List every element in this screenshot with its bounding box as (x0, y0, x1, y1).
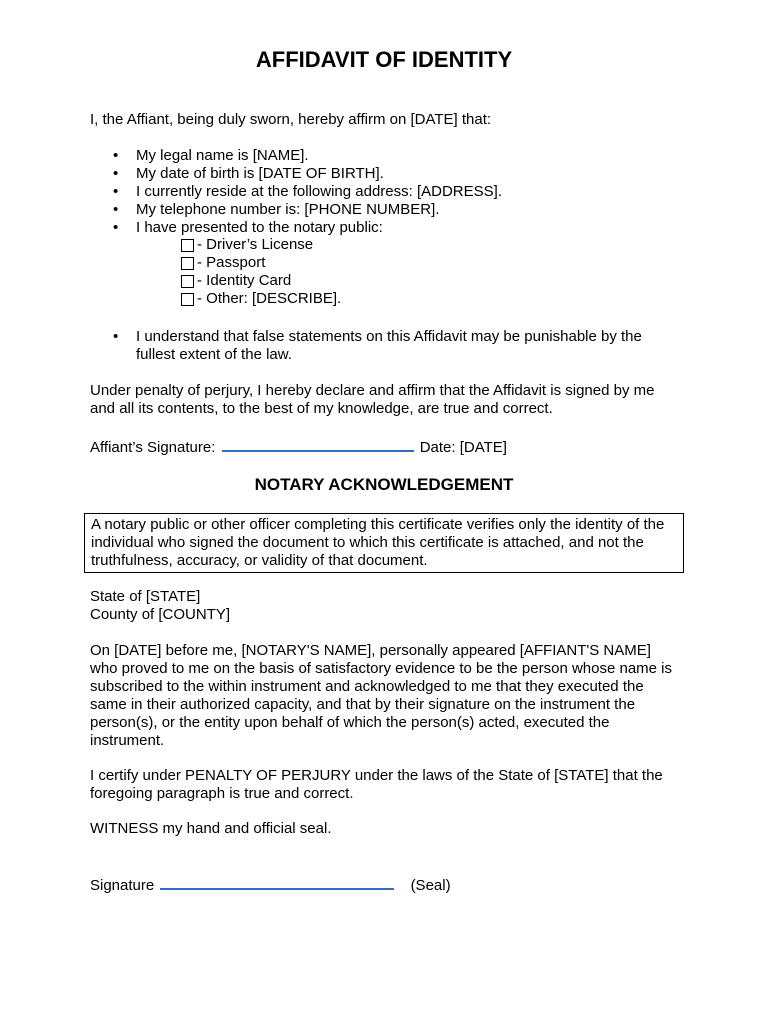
id-option-drivers-license[interactable] (181, 236, 341, 254)
venue-block (90, 588, 690, 624)
list-item (113, 201, 673, 219)
address-statement: I currently reside at the following address: [ADDRESS]. (136, 183, 502, 200)
list-item (113, 165, 673, 183)
affiant-signature-label: Affiant’s Signature: (90, 439, 216, 456)
perjury-paragraph: Under penalty of perjury, I hereby declare and affirm that the Affidavit is signed by me and all its contents, to the best of my knowledge, are true and correct. (90, 382, 655, 417)
affiant-signature-line[interactable] (222, 436, 414, 452)
drivers-license-label: - Driver’s License (197, 236, 314, 253)
id-options-checklist (181, 236, 341, 308)
id-option-identity-card[interactable] (181, 272, 341, 290)
presented-id-statement: I have presented to the notary public: (136, 219, 383, 236)
passport-label: - Passport (197, 254, 266, 271)
other-label: - Other: [DESCRIBE]. (197, 290, 342, 307)
id-option-other[interactable] (181, 290, 341, 308)
bullet-glyph: • (113, 183, 119, 200)
notary-signature-line[interactable] (160, 874, 394, 890)
intro-paragraph: I, the Affiant, being duly sworn, hereby affirm on [DATE] that: (90, 111, 492, 128)
passport-checkbox[interactable] (181, 257, 194, 270)
legal-name-statement: My legal name is [NAME]. (136, 147, 309, 164)
list-item (113, 328, 648, 364)
list-item (113, 147, 673, 165)
notary-acknowledgement-paragraph: On [DATE] before me, [NOTARY'S NAME], personally appeared [AFFIANT'S NAME] who proved to me on the basis of satisfactory evidence to be the person whose name is subscribed to the within instrument and acknowledged to me that they executed the same in their authorized capacity, and that by their signature on the instrument the person(s), or the entity upon behalf of which the person(s) acted, executed the instrument. (90, 642, 672, 749)
notary-notice-box: A notary public or other officer completing this certificate verifies only the identity of the individual who signed the document to which this certificate is attached, and not the truthfulness, accuracy, or validity of that document. (84, 513, 684, 573)
state-line: State of [STATE] (90, 588, 201, 605)
affirmation-list (113, 147, 673, 237)
bullet-glyph: • (113, 201, 119, 218)
bullet-glyph: • (113, 165, 119, 182)
seal-label: (Seal) (410, 877, 451, 894)
date-label: Date: [DATE] (419, 439, 507, 456)
notary-signature-row (90, 874, 451, 895)
other-checkbox[interactable] (181, 293, 194, 306)
list-item (113, 219, 673, 237)
bullet-glyph: • (113, 219, 119, 236)
signature-label: Signature (90, 877, 155, 894)
telephone-statement: My telephone number is: [PHONE NUMBER]. (136, 201, 440, 218)
affiant-signature-row (90, 436, 507, 457)
notary-section-title: NOTARY ACKNOWLEDGEMENT (254, 475, 514, 494)
date-of-birth-statement: My date of birth is [DATE OF BIRTH]. (136, 165, 384, 182)
false-statements-warning: I understand that false statements on this Affidavit may be punishable by the fullest extent of the law. (136, 328, 642, 363)
bullet-glyph: • (113, 328, 119, 345)
understanding-list (113, 328, 648, 364)
drivers-license-checkbox[interactable] (181, 239, 194, 252)
identity-card-label: - Identity Card (197, 272, 292, 289)
certify-paragraph: I certify under PENALTY OF PERJURY under the laws of the State of [STATE] that the foregoing paragraph is true and correct. (90, 767, 663, 802)
identity-card-checkbox[interactable] (181, 275, 194, 288)
witness-line: WITNESS my hand and official seal. (90, 820, 332, 837)
county-line: County of [COUNTY] (90, 606, 231, 623)
list-item (113, 183, 673, 201)
bullet-glyph: • (113, 147, 119, 164)
document-title: AFFIDAVIT OF IDENTITY (255, 47, 513, 72)
id-option-passport[interactable] (181, 254, 341, 272)
